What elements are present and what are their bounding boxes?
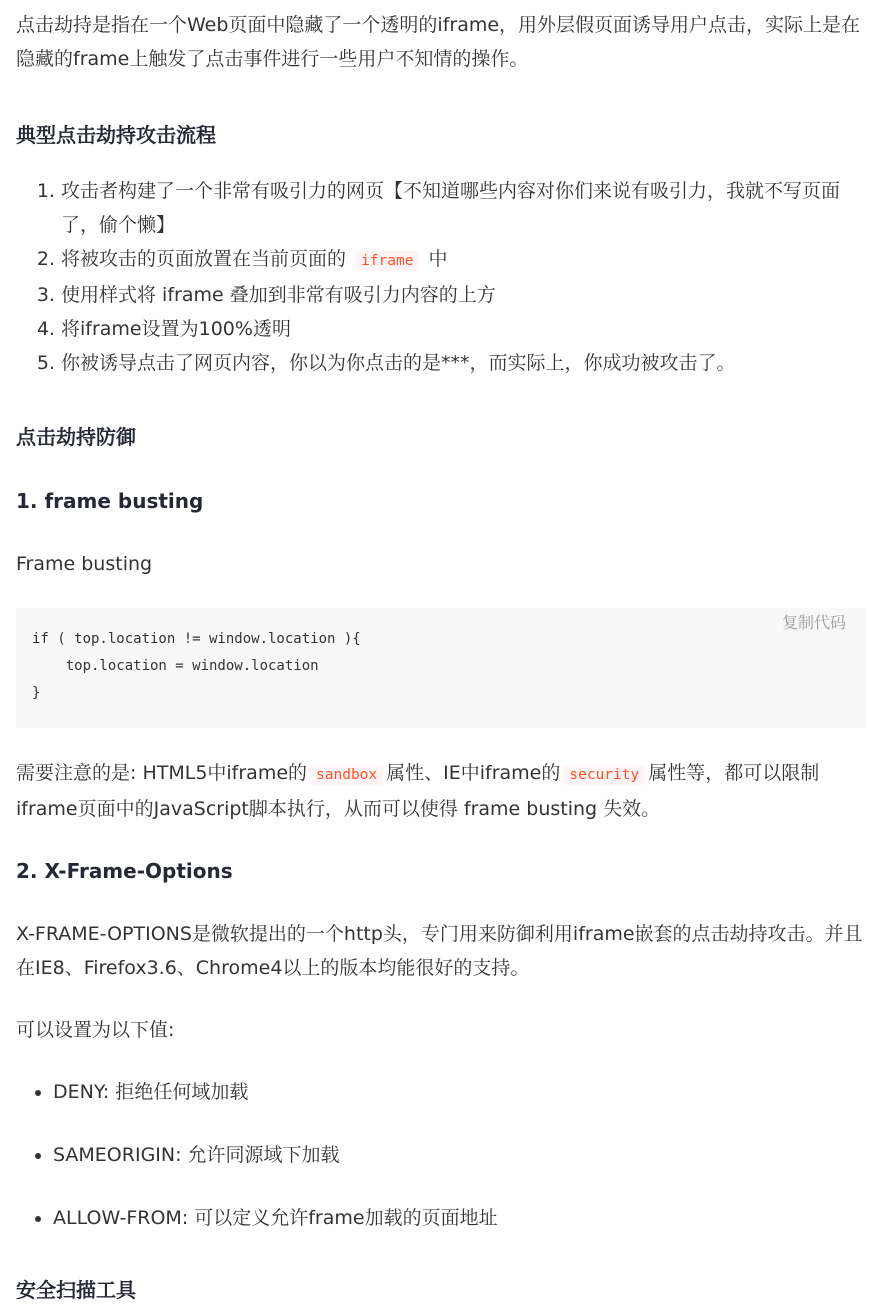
copy-code-button[interactable]: 复制代码 [781, 613, 846, 632]
attack-steps-list [16, 174, 866, 380]
list-item: 5. 你被诱导点击了网页内容，你以为你点击的是***，而实际上，你成功被攻击了。 [61, 346, 866, 380]
inline-code-security: security [563, 765, 645, 785]
heading-attack-flow: 典型点击劫持攻击流程 [16, 123, 216, 147]
list-item: 3. 使用样式将 iframe 叠加到非常有吸引力内容的上方 [61, 278, 866, 312]
xfo-paragraph: X-FRAME-OPTIONS是微软提出的一个http头，专门用来防御利用iframe嵌套的点击劫持攻击。并且在IE8、Firefox3.6、Chrome4以上的版本均能很好的支持。 [16, 923, 863, 979]
step-text-after: 中 [428, 248, 448, 270]
note-text: 属性、IE中iframe的 [386, 762, 561, 784]
list-item [61, 242, 866, 278]
list-item: 4. 将iframe设置为100%透明 [61, 312, 866, 346]
list-item: • DENY: 拒绝任何域加载 [53, 1075, 866, 1109]
frame-busting-paragraph: Frame busting [16, 553, 153, 575]
list-item: • SAMEORIGIN: 允许同源域下加载 [53, 1138, 866, 1172]
list-item: 1. 攻击者构建了一个非常有吸引力的网页【不知道哪些内容对你们来说有吸引力，我就不写页面了，偷个懒】 [61, 174, 866, 242]
note-text: 需要注意的是: HTML5中iframe的 [16, 762, 308, 784]
xfo-values-list [16, 1075, 866, 1235]
note-paragraph [16, 756, 866, 826]
heading-defense: 点击劫持防御 [16, 425, 136, 449]
code-block [16, 608, 866, 728]
inline-code-iframe: iframe [355, 251, 419, 271]
values-intro: 可以设置为以下值: [16, 1019, 175, 1041]
list-item: • ALLOW-FROM: 可以定义允许frame加载的页面地址 [53, 1201, 866, 1235]
note-text: 属性等，都可以限制iframe页面中的JavaScript脚本执行，从而可以使得 frame busting 失效。 [16, 762, 820, 820]
step-text-before: 将被攻击的页面放置在当前页面的 [61, 248, 347, 270]
heading-frame-busting: 1. frame busting [16, 489, 204, 513]
intro-paragraph: 点击劫持是指在一个Web页面中隐藏了一个透明的iframe，用外层假页面诱导用户点击，实际上是在隐藏的frame上触发了点击事件进行一些用户不知情的操作。 [16, 14, 861, 70]
heading-security-scan-tools: 安全扫描工具 [16, 1278, 136, 1302]
heading-x-frame-options: 2. X-Frame-Options [16, 859, 233, 883]
inline-code-sandbox: sandbox [310, 765, 383, 785]
article-body [16, 8, 866, 1307]
code-content: if ( top.location != window.location ){ top.location = window.location } [32, 631, 361, 701]
